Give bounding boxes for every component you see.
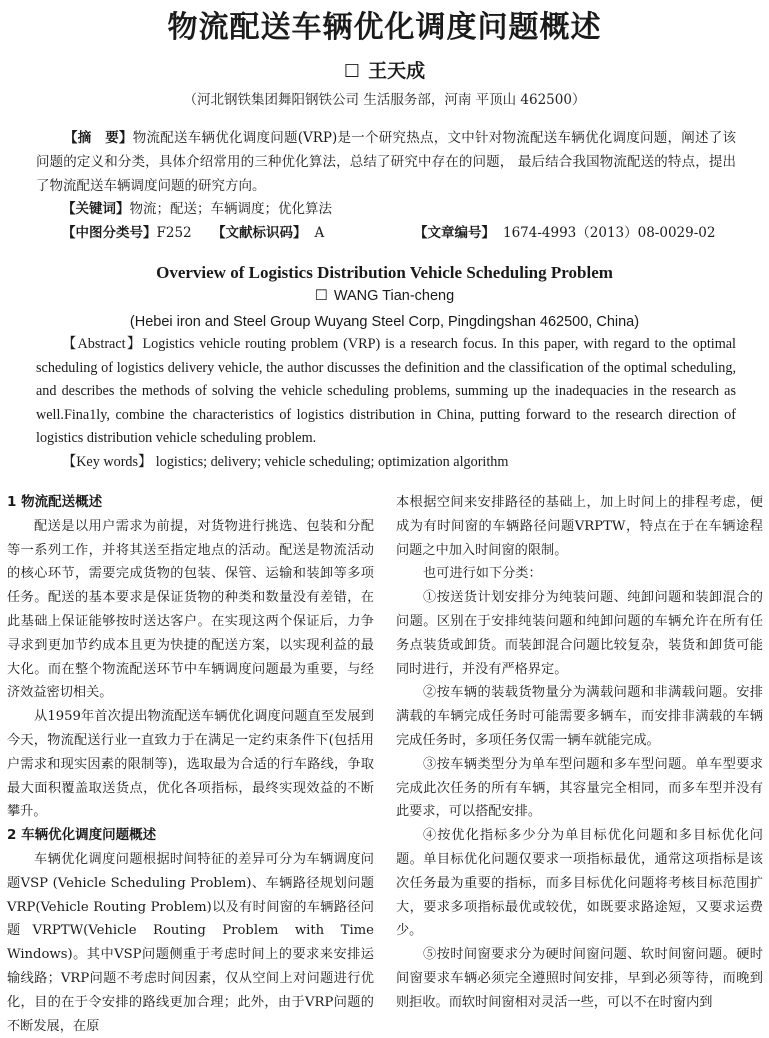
classification-intro: 也可进行如下分类： <box>423 566 542 582</box>
article-number <box>414 221 715 241</box>
keywords-text: 物流；配送；车辆调度；优化算法 <box>129 201 332 217</box>
abstract-label: 【摘 要】 <box>64 130 133 146</box>
document-code <box>212 221 324 241</box>
english-abstract-text: Logistics vehicle routing problem (VRP) is a research focus. In this paper, with regard to the optimal scheduling of logistics delivery vehicle, the author discusses the definition and the classification of the optimal scheduling, and describes the methods of solving the vehicle scheduling problems, summing up the inadequacies in the research as well.Fina1ly, combine the characteristics of logistics distribution in China, putting forward to the research direction of logistics distribution vehicle scheduling problem. <box>36 336 736 447</box>
chinese-title: 物流配送车辆优化调度问题概述 <box>167 10 602 45</box>
english-keywords <box>62 451 508 471</box>
author-box-icon: ☐ <box>343 61 361 82</box>
english-author-box-icon: ☐ <box>314 288 328 304</box>
clc-code <box>62 221 192 241</box>
classification-item-2: ②按车辆的装载货物量分为满载问题和非满载问题。安排满载的车辆完成任务时可能需要多辆车，而安排非满载的车辆完成任务时，多项任务仅需一辆车就能完成。 <box>396 685 763 748</box>
chinese-abstract <box>36 126 736 198</box>
chinese-affiliation: （河北钢铁集团舞阳钢铁公司 生活服务部，河南 平顶山 462500） <box>183 92 586 108</box>
english-author-line <box>0 288 769 304</box>
english-keywords-label: 【Key words】 <box>62 454 153 470</box>
section-1-heading: 1 物流配送概述 <box>7 494 103 510</box>
english-keywords-text: logistics; delivery; vehicle scheduling; optimization algorithm <box>155 454 509 470</box>
section-2-paragraph-1: 车辆优化调度问题根据时间特征的差异可分为车辆调度问题VSP (Vehicle Scheduling Problem)、车辆路径规划问题VRP(Vehicle Routing Problem)以及有时间窗的车辆路径问题VRPTW(Vehicle Routing Problem with Time Windows)。其中VSP问题侧重于考虑时间上的要求来安排运输线路；VRP问题不考虑时间因素，仅从空间上对问题进行优化，目的在于令安排的路线更加合理；此外，由于VRP问题的不断发展，在原 <box>7 851 374 1034</box>
classification-item-4: ④按优化指标多少分为单目标优化问题和多目标优化问题。单目标优化问题仅要求一项指标最优，通常这项指标是该次任务最为重要的指标，而多目标优化问题将考核目标范围扩大，要求多项指标最优或较优，如既要求路途短，又要求运费少。 <box>396 828 763 939</box>
clc-label: 【中图分类号】 <box>62 225 157 241</box>
english-affiliation: (Hebei iron and Steel Group Wuyang Steel Corp, Pingdingshan 462500, China) <box>129 314 640 330</box>
chinese-keywords <box>62 197 332 217</box>
classification-item-3: ③按车辆类型分为单车型问题和多车型问题。单车型要求完成此次任务的所有车辆，其容量完全相同，而多车型并没有此要求，可以搭配安排。 <box>396 756 763 820</box>
section-1-paragraph-1: 配送是以用户需求为前提，对货物进行挑选、包装和分配等一系列工作，并将其送至指定地点的活动。配送是物流活动的核心环节，需要完成货物的包装、保管、运输和装卸等多项任务。配送的基本要求是保证货物的种类和数量没有差错，在此基础上保证能够按时送达客户。在实现这两个保证后，力争寻求到更加节约成本且更为快捷的配送方案，以实现利益的最大化。而在整个物流配送环节中车辆调度问题最为重要，与经济效益密切相关。 <box>7 518 374 701</box>
abstract-text: 物流配送车辆优化调度问题(VRP)是一个研究热点，文中针对物流配送车辆优化调度问题，阐述了该问题的定义和分类，具体介绍常用的三种优化算法，总结了研究中存在的问题， 最后结合我国物流配送的特点，提出了物流配送车辆调度问题的研究方向。 <box>36 130 737 194</box>
clc-value: F252 <box>156 225 192 241</box>
english-abstract-label: 【Abstract】 <box>62 336 143 352</box>
article-label: 【文章编号】 <box>414 225 495 241</box>
section-1-paragraph-2: 从1959年首次提出物流配送车辆优化调度问题直至发展到今天，物流配送行业一直致力于在满足一定约束条件下(包括用户需求和现实因素的限制等)，选取最为合适的行车路线，争取最大面积覆盖取送货点，优化各项指标，最终实现效益的不断攀升。 <box>7 709 374 820</box>
english-title: Overview of Logistics Distribution Vehicle Scheduling Problem <box>156 263 613 282</box>
keywords-label: 【关键词】 <box>62 201 130 217</box>
continued-paragraph: 本根据空间来安排路径的基础上，加上时间上的排程考虑，便成为有时间窗的车辆路径问题VRPTW，特点在于在车辆途程问题之中加入时间窗的限制。 <box>396 495 763 558</box>
doc-label: 【文献标识码】 <box>212 225 307 241</box>
classification-item-1: ①按送货计划安排分为纯装问题、纯卸问题和装卸混合的问题。区别在于安排纯装问题和纯卸问题的车辆允许在所有任务点装货或卸货。而装卸混合问题比较复杂，装货和卸货可能同时进行，并没有严格界定。 <box>396 590 763 677</box>
body-left-column <box>7 491 374 1038</box>
english-author: WANG Tian-cheng <box>333 288 455 304</box>
doc-value: A <box>314 225 325 241</box>
chinese-author-line <box>0 56 769 83</box>
body-right-column <box>396 491 763 1015</box>
classification-item-5: ⑤按时间窗要求分为硬时间窗问题、软时间窗问题。硬时间窗要求车辆必须完全遵照时间安排，早到必须等待，而晚到则拒收。而软时间窗相对灵活一些，可以不在时窗内到 <box>396 947 763 1010</box>
article-value: 1674-4993（2013）08-0029-02 <box>503 225 716 241</box>
english-abstract <box>36 333 736 451</box>
section-2-heading: 2 车辆优化调度问题概述 <box>7 827 157 844</box>
chinese-author: 王天成 <box>368 60 426 82</box>
